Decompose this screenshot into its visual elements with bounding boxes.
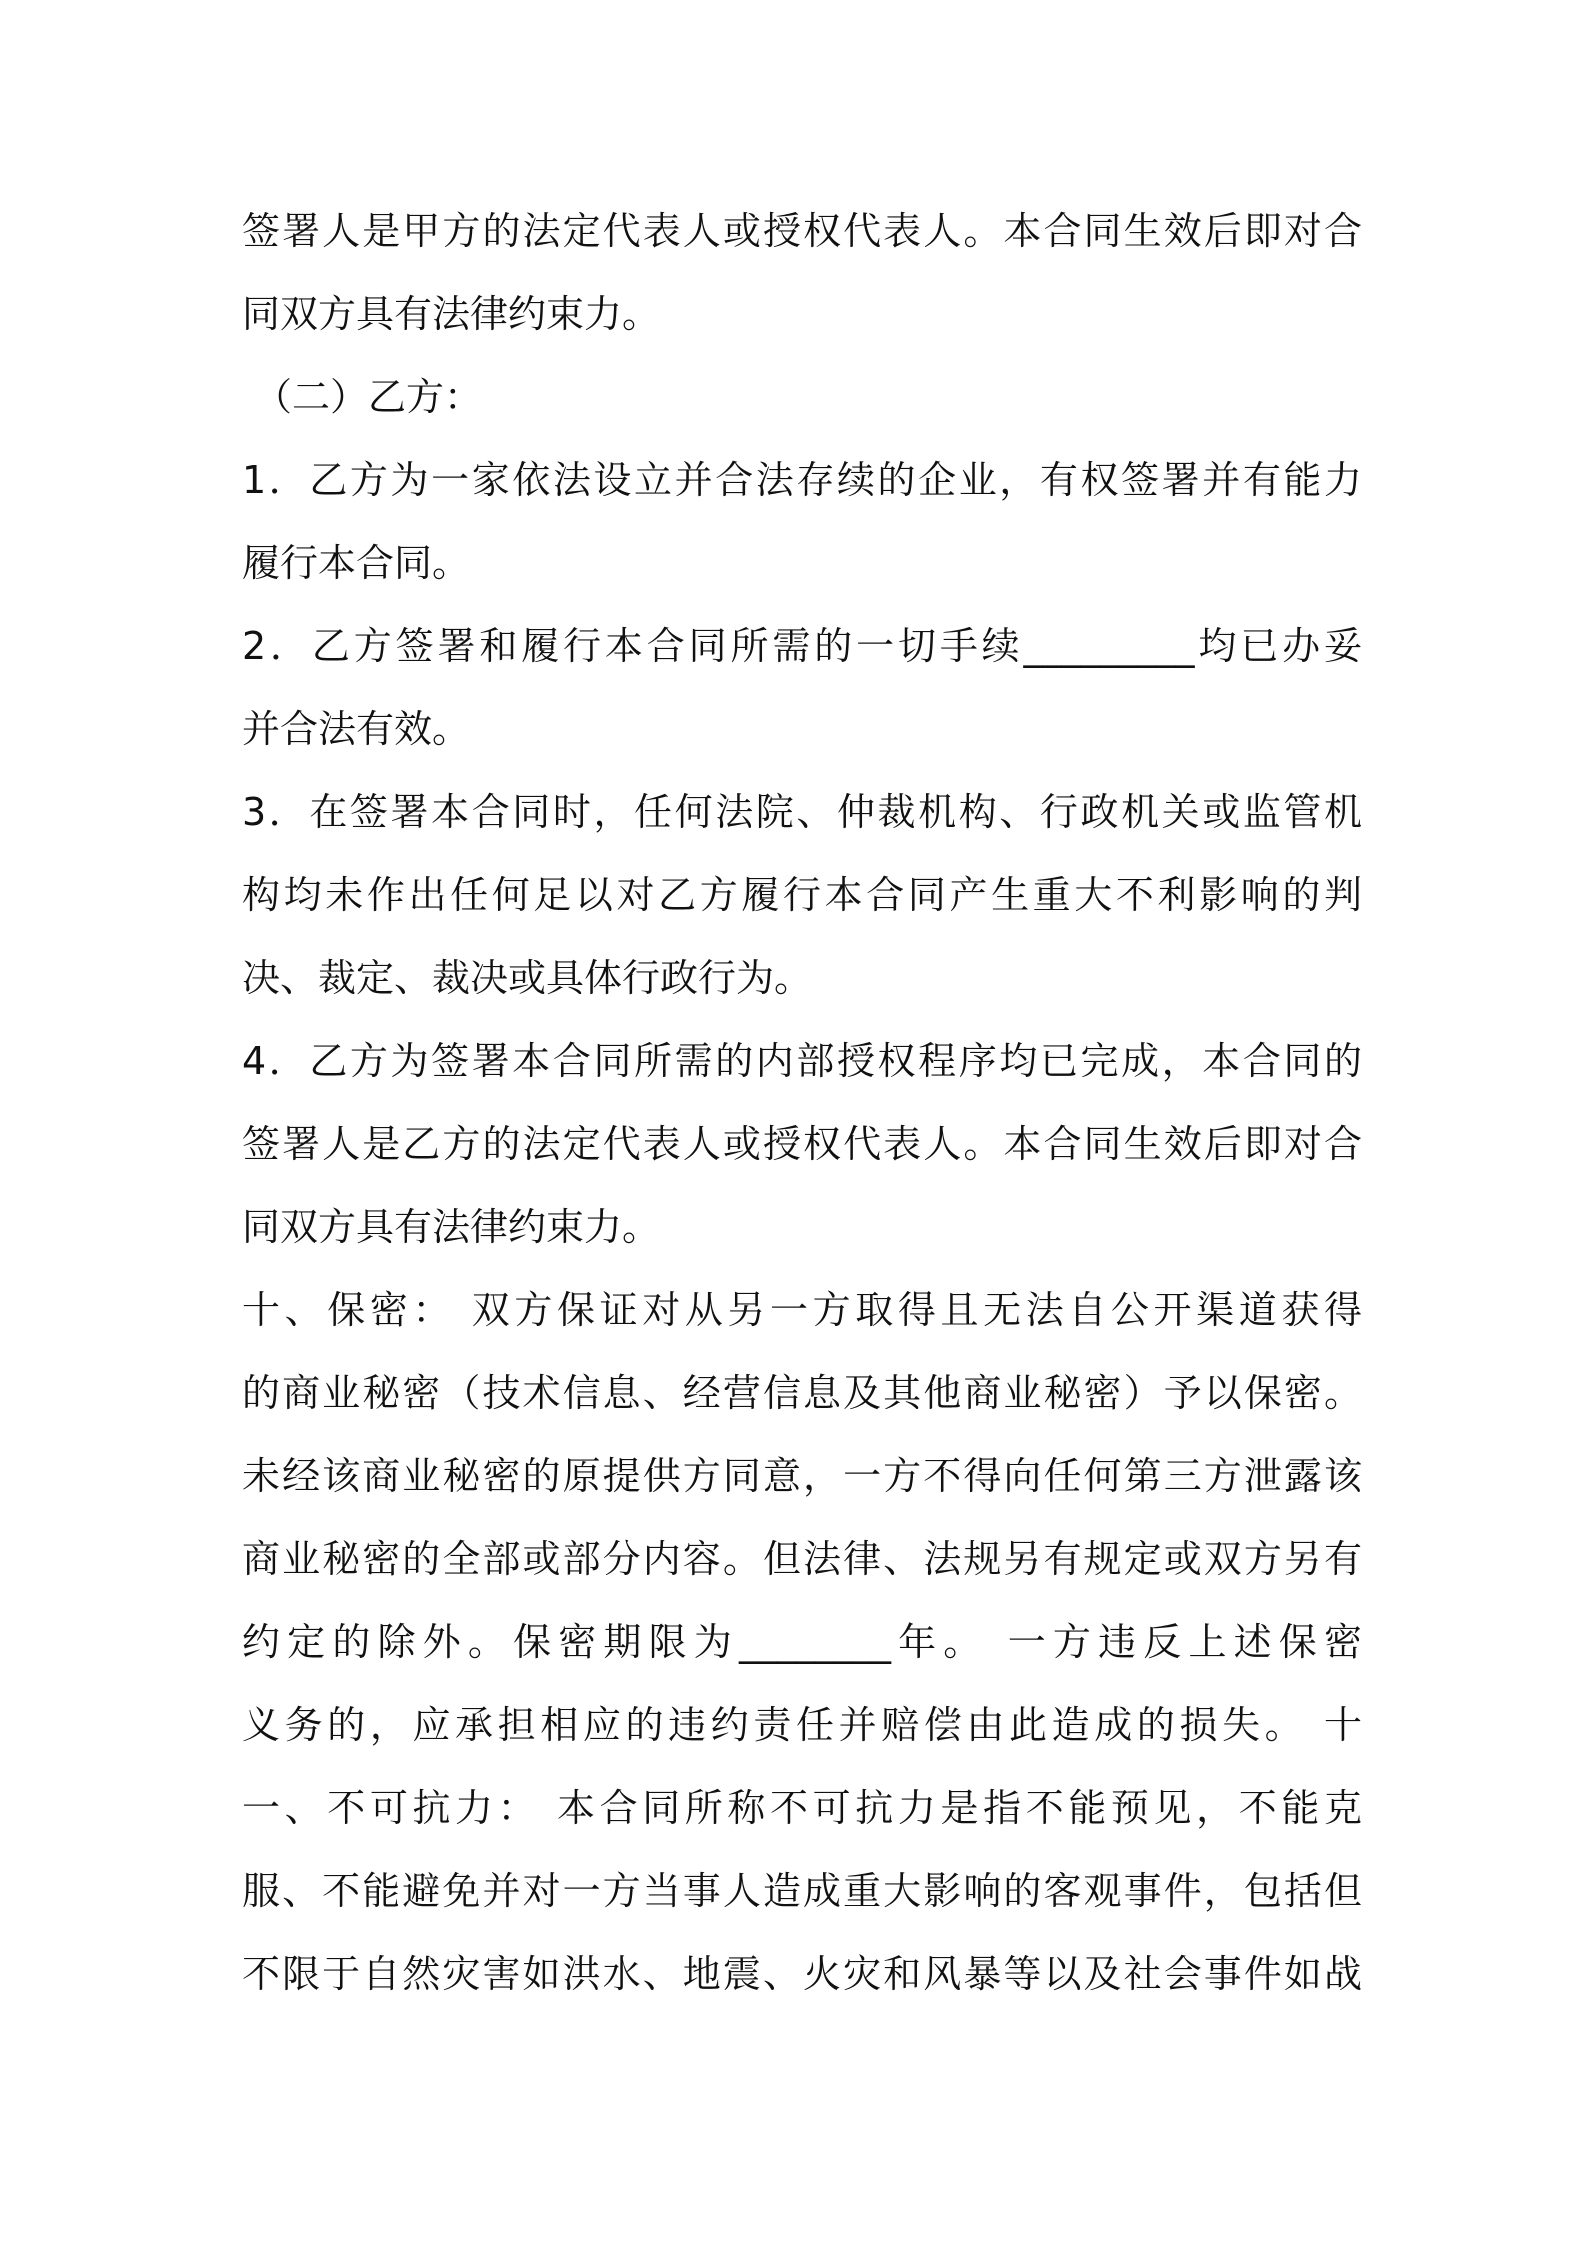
text-line: 义务的，应承担相应的违约责任并赔偿由此造成的损失。 十 [242,1703,1362,1747]
text-line: 服、不能避免并对一方当事人造成重大影响的客观事件，包括但 [242,1869,1362,1913]
text-line: 决、裁定、裁决或具体行政行为。 [242,956,813,1000]
text-line: 一、不可抗力： 本合同所称不可抗力是指不能预见，不能克 [242,1786,1362,1830]
text-line: 签署人是乙方的法定代表人或授权代表人。本合同生效后即对合 [242,1122,1362,1166]
text-line: 2．乙方签署和履行本合同所需的一切手续_________均已办妥 [242,624,1362,668]
section-heading: （二）乙方： [254,375,483,419]
text-line: 约定的除外。保密期限为________年。 一方违反上述保密 [242,1620,1362,1664]
contract-text-block [242,198,1362,2024]
text-line: 签署人是甲方的法定代表人或授权代表人。本合同生效后即对合 [242,209,1362,253]
text-line: 同双方具有法律约束力。 [242,292,661,336]
text-line: 商业秘密的全部或部分内容。但法律、法规另有规定或双方另有 [242,1537,1362,1581]
text-line: 构均未作出任何足以对乙方履行本合同产生重大不利影响的判 [242,873,1362,917]
text-line: 同双方具有法律约束力。 [242,1205,661,1249]
text-line: 4．乙方为签署本合同所需的内部授权程序均已完成，本合同的 [242,1039,1362,1083]
text-line: 不限于自然灾害如洪水、地震、火灾和风暴等以及社会事件如战 [242,1952,1362,1996]
text-line: 1．乙方为一家依法设立并合法存续的企业，有权签署并有能力 [242,458,1362,502]
text-line: 并合法有效。 [242,707,471,751]
text-line: 十、保密： 双方保证对从另一方取得且无法自公开渠道获得 [242,1288,1362,1332]
text-line: 履行本合同。 [242,541,471,585]
text-line: 3．在签署本合同时，任何法院、仲裁机构、行政机关或监管机 [242,790,1362,834]
text-line: 未经该商业秘密的原提供方同意，一方不得向任何第三方泄露该 [242,1454,1362,1498]
text-line: 的商业秘密（技术信息、经营信息及其他商业秘密）予以保密。 [242,1371,1362,1415]
